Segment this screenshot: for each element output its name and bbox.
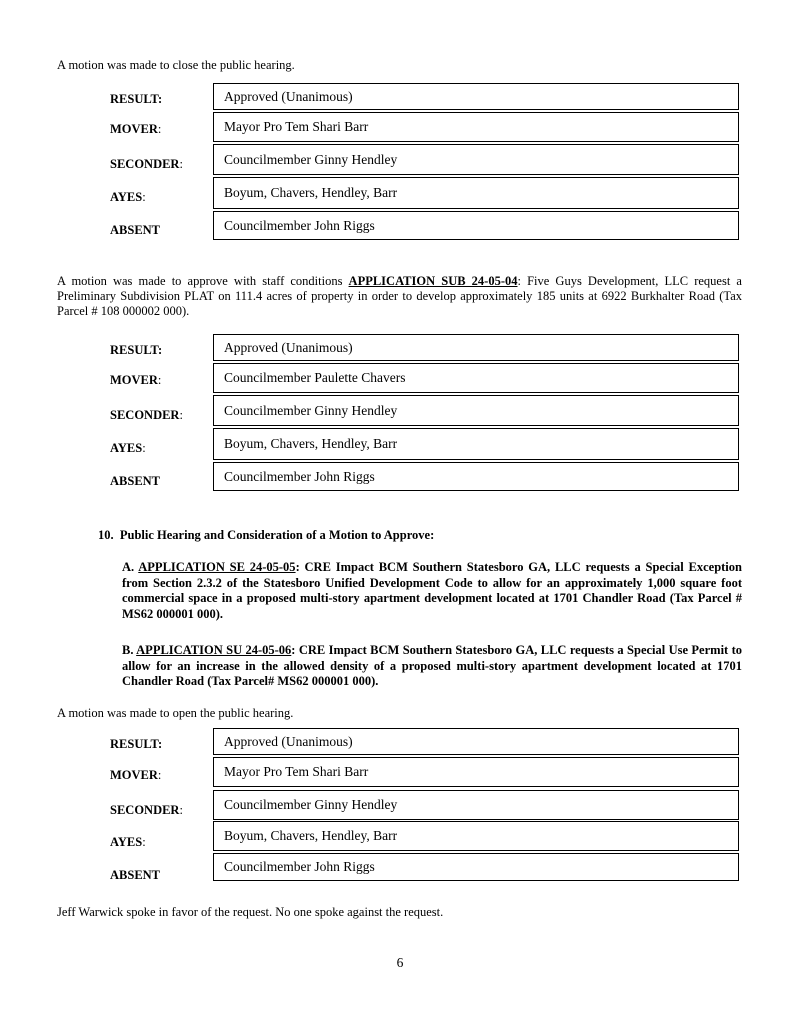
motion-approve-sub-text: A motion was made to approve with staff conditions APPLICATION SUB 24-05-04: Five Guys Development, LLC request a Preliminary Subdivision PLAT on 111.4 acres of property in order to develop approximately 185 units at 6922 Burkhalter Road (Tax Parcel # 108 000002 000). [57, 274, 742, 318]
motion-close-hearing-text: A motion was made to close the public hearing. [57, 58, 295, 72]
speakers-text: Jeff Warwick spoke in favor of the request. No one spoke against the request. [57, 905, 444, 919]
vote-label: MOVER [110, 373, 158, 387]
vote-value: Approved (Unanimous) [213, 83, 739, 110]
application-sub-24-05-04: APPLICATION SUB 24-05-04 [348, 274, 518, 288]
agenda-item-10a: A. APPLICATION SE 24-05-05: CRE Impact BCM Southern Statesboro GA, LLC requests a Special Exception from Section 2.3.2 of the Statesboro Unified Development Code to allow for an approximately 1,000 square foot commercial space in a proposed multi-story apartment development located at 1701 Chandler Road (Tax Parcel # MS62 000001 000). [122, 560, 742, 621]
vote-value: Councilmember Ginny Hendley [213, 395, 739, 426]
vote-label: RESULT: [110, 737, 163, 751]
vote-value: Approved (Unanimous) [213, 728, 739, 755]
vote-value: Boyum, Chavers, Hendley, Barr [213, 177, 739, 209]
agenda-item-10b: B. APPLICATION SU 24-05-06: CRE Impact BCM Southern Statesboro GA, LLC requests a Special Use Permit to allow for an increase in the allowed density of a proposed multi-story apartment development located at 1701 Chandler Road (Tax Parcel# MS62 000001 000). [122, 643, 742, 688]
motion-open-hearing-text: A motion was made to open the public hearing. [57, 706, 294, 720]
vote-label: ABSENT [110, 223, 161, 237]
vote-label: RESULT: [110, 343, 163, 357]
vote-value: Boyum, Chavers, Hendley, Barr [213, 428, 739, 460]
vote-label: MOVER [110, 768, 158, 782]
vote-label: SECONDER [110, 803, 180, 817]
vote-label: MOVER [110, 122, 158, 136]
vote-label: AYES [110, 835, 143, 849]
vote-label: ABSENT [110, 474, 161, 488]
vote-label: RESULT: [110, 92, 163, 106]
vote-value: Approved (Unanimous) [213, 334, 739, 361]
vote-value: Mayor Pro Tem Shari Barr [213, 757, 739, 787]
vote-label: SECONDER [110, 408, 180, 422]
vote-value: Councilmember John Riggs [213, 211, 739, 240]
vote-label: AYES [110, 190, 143, 204]
agenda-item-10-heading: 10. Public Hearing and Consideration of a Motion to Approve: [98, 528, 435, 542]
vote-label: SECONDER [110, 157, 180, 171]
vote-value: Councilmember Ginny Hendley [213, 790, 739, 820]
application-su-24-05-06: APPLICATION SU 24-05-06 [136, 643, 292, 657]
vote-value: Mayor Pro Tem Shari Barr [213, 112, 739, 142]
vote-value: Councilmember Ginny Hendley [213, 144, 739, 175]
vote-value: Councilmember Paulette Chavers [213, 363, 739, 393]
vote-label: AYES [110, 441, 143, 455]
vote-label: ABSENT [110, 868, 161, 882]
vote-value: Boyum, Chavers, Hendley, Barr [213, 821, 739, 851]
vote-value: Councilmember John Riggs [213, 462, 739, 491]
application-se-24-05-05: APPLICATION SE 24-05-05 [138, 560, 296, 574]
page-number: 6 [396, 955, 404, 970]
vote-value: Councilmember John Riggs [213, 853, 739, 881]
